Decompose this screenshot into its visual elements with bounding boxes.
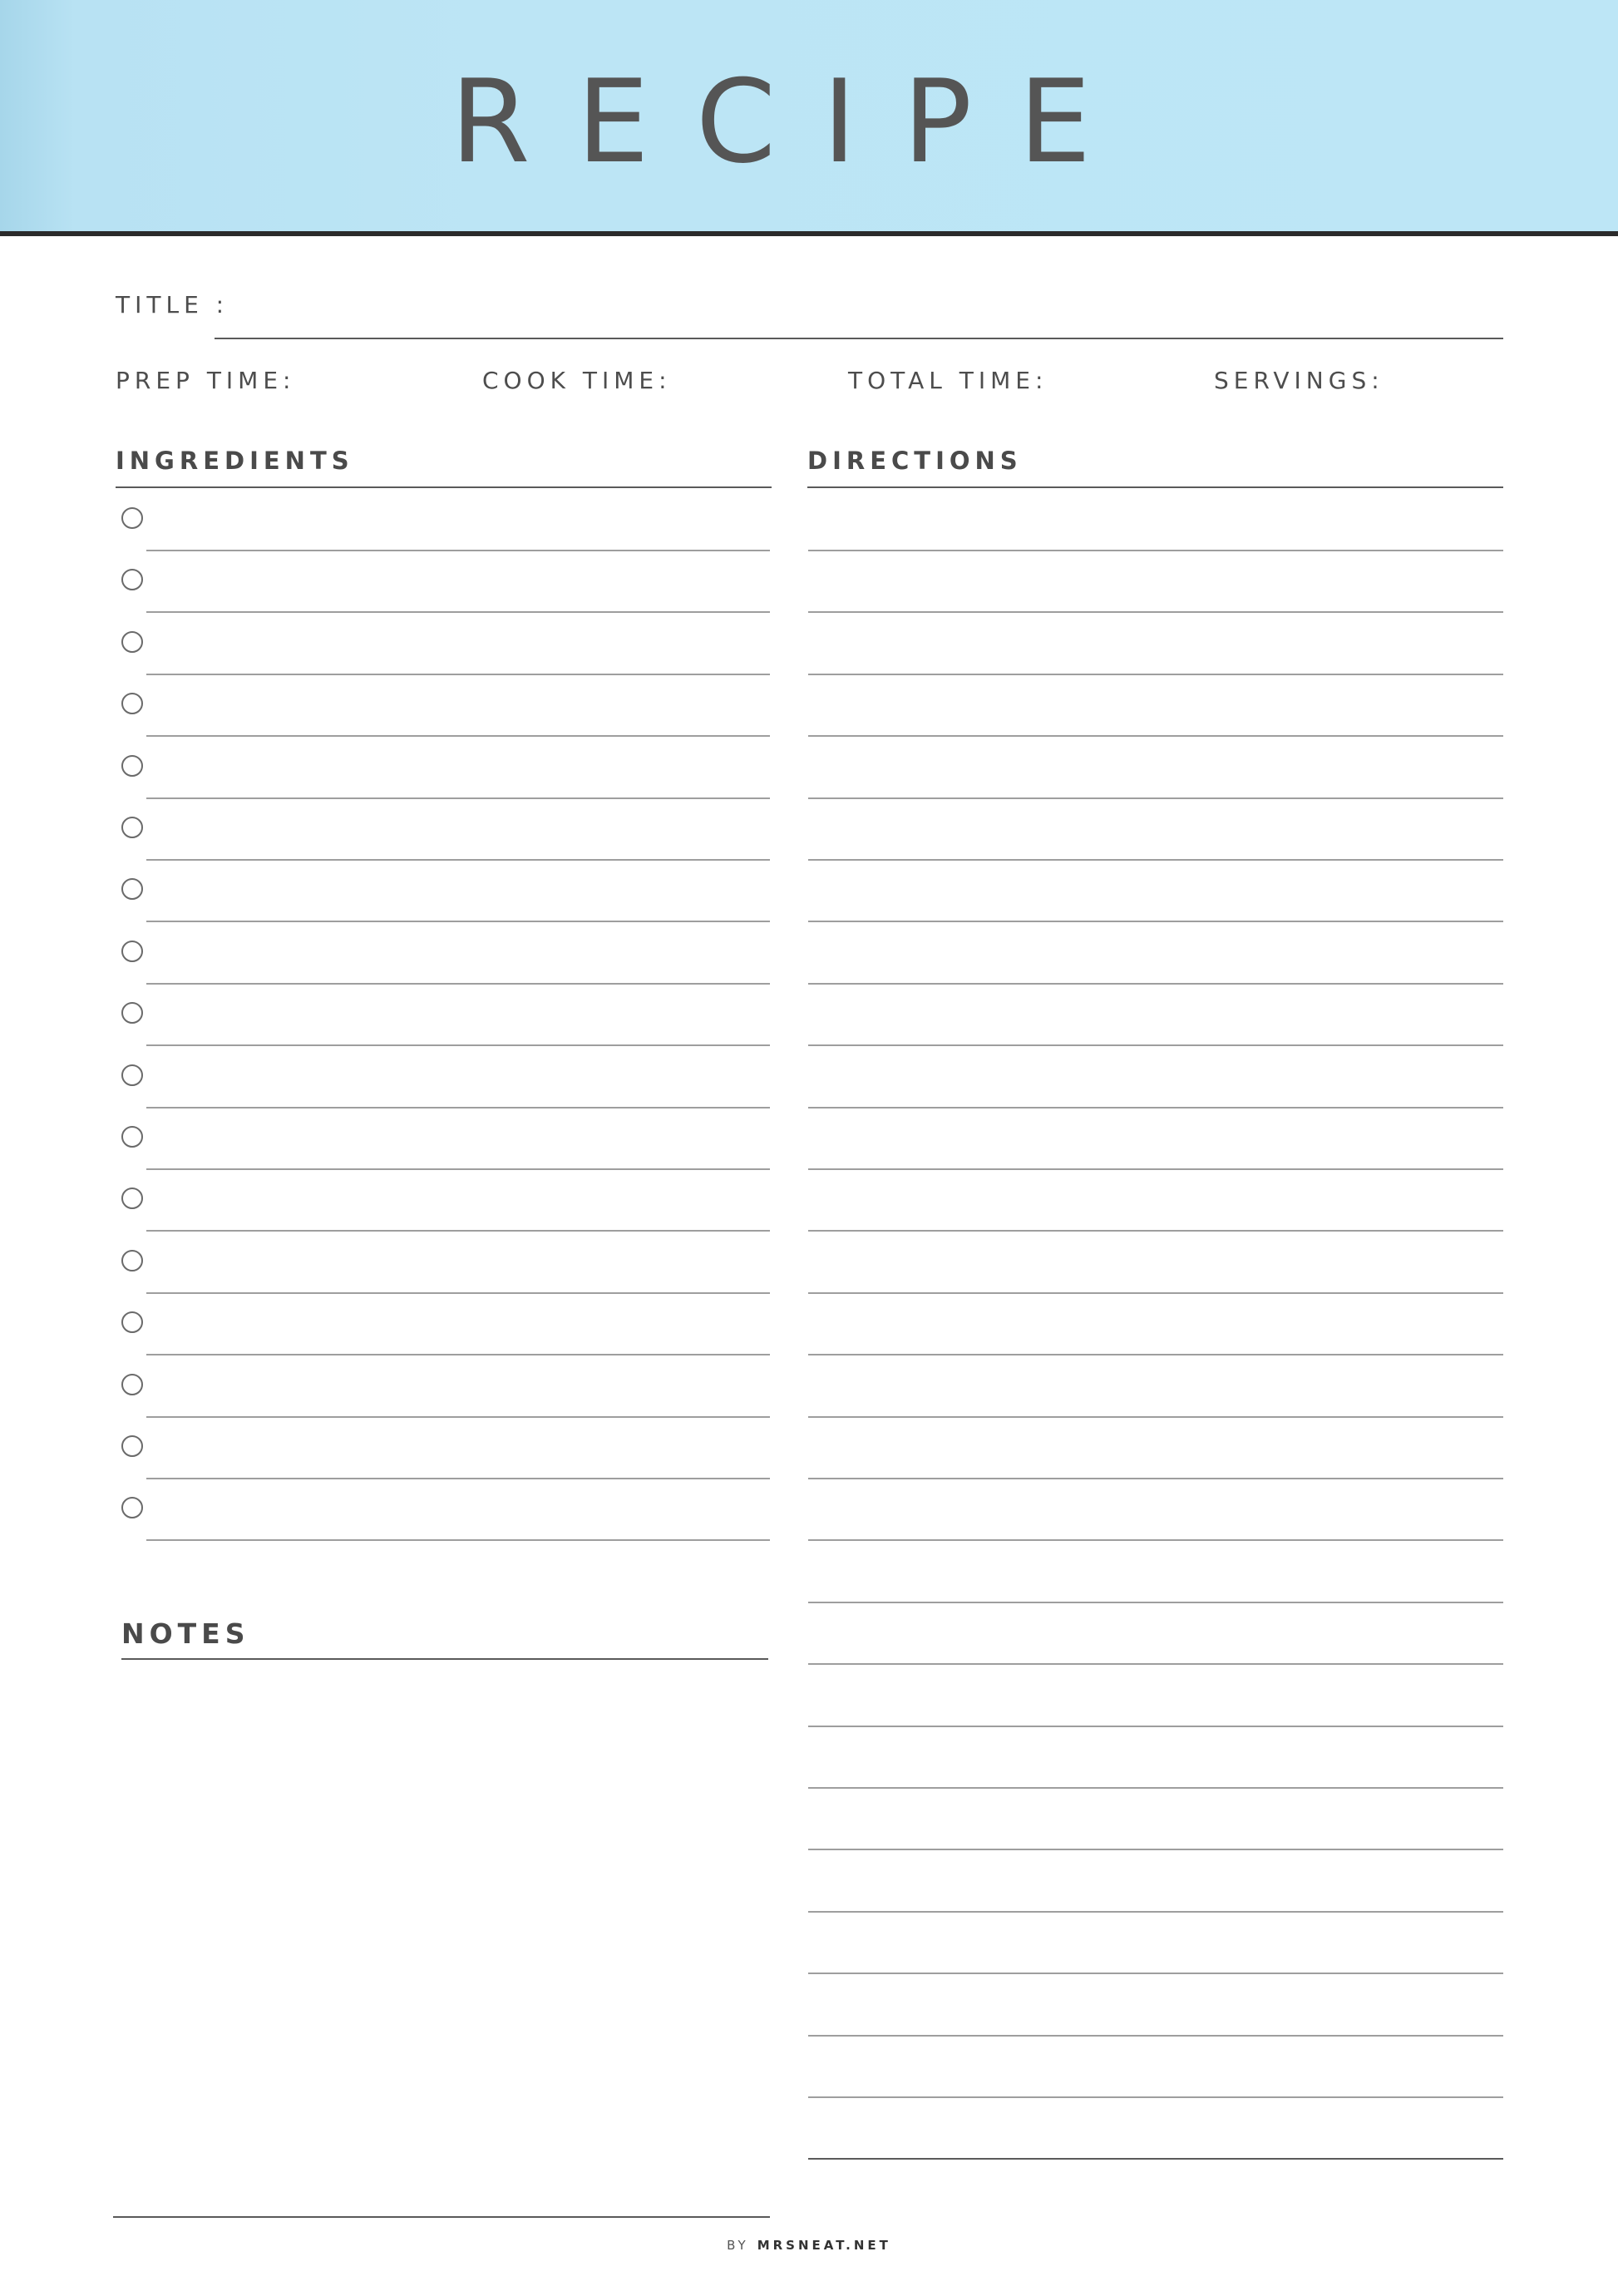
ingredients-heading-rule (116, 486, 772, 488)
direction-line[interactable] (808, 1602, 1503, 1603)
ingredient-checkbox[interactable] (121, 755, 143, 777)
ingredient-checkbox[interactable] (121, 1126, 143, 1148)
directions-heading-rule (807, 486, 1503, 488)
direction-line[interactable] (808, 1230, 1503, 1232)
ingredient-checkbox[interactable] (121, 1250, 143, 1271)
direction-line[interactable] (808, 1292, 1503, 1294)
notes-bottom-rule (113, 2216, 770, 2218)
directions-bottom-rule[interactable] (808, 2158, 1503, 2160)
ingredient-line[interactable] (146, 859, 770, 861)
direction-line[interactable] (808, 1107, 1503, 1108)
ingredient-checkbox[interactable] (121, 507, 143, 529)
directions-heading: DIRECTIONS (807, 447, 1023, 475)
ingredient-checkbox[interactable] (121, 1188, 143, 1209)
direction-line[interactable] (808, 797, 1503, 799)
direction-line[interactable] (808, 674, 1503, 675)
footer-credit (0, 2238, 1618, 2253)
title-input-line[interactable] (215, 338, 1503, 339)
ingredient-checkbox[interactable] (121, 569, 143, 590)
ingredients-heading: INGREDIENTS (116, 447, 354, 475)
direction-line[interactable] (808, 735, 1503, 737)
ingredient-checkbox[interactable] (121, 631, 143, 653)
direction-line[interactable] (808, 2096, 1503, 2098)
direction-line[interactable] (808, 550, 1503, 551)
direction-line[interactable] (808, 1539, 1503, 1541)
notes-heading: NOTES (121, 1617, 250, 1650)
direction-line[interactable] (808, 1478, 1503, 1479)
ingredient-checkbox[interactable] (121, 878, 143, 900)
ingredient-line[interactable] (146, 1292, 770, 1294)
direction-line[interactable] (808, 1168, 1503, 1170)
ingredient-line[interactable] (146, 674, 770, 675)
ingredient-line[interactable] (146, 1044, 770, 1046)
ingredient-line[interactable] (146, 797, 770, 799)
header-divider (0, 231, 1618, 236)
ingredient-line[interactable] (146, 550, 770, 551)
direction-line[interactable] (808, 1787, 1503, 1789)
ingredient-line[interactable] (146, 1478, 770, 1479)
direction-line[interactable] (808, 1973, 1503, 1974)
footer-site: MRSNEAT.NET (757, 2238, 891, 2253)
direction-line[interactable] (808, 611, 1503, 613)
cook-time-label: COOK TIME: (482, 367, 672, 394)
direction-line[interactable] (808, 921, 1503, 922)
ingredient-line[interactable] (146, 611, 770, 613)
servings-label: SERVINGS: (1214, 367, 1384, 394)
ingredient-line[interactable] (146, 1539, 770, 1541)
notes-area[interactable] (121, 1663, 768, 2212)
notes-heading-rule (121, 1658, 768, 1660)
direction-line[interactable] (808, 1849, 1503, 1850)
ingredient-line[interactable] (146, 921, 770, 922)
ingredient-line[interactable] (146, 1416, 770, 1418)
ingredient-checkbox[interactable] (121, 1311, 143, 1333)
total-time-label: TOTAL TIME: (848, 367, 1048, 394)
direction-line[interactable] (808, 1911, 1503, 1913)
ingredient-checkbox[interactable] (121, 1435, 143, 1457)
direction-line[interactable] (808, 983, 1503, 985)
page-title: RECIPE (450, 55, 1138, 189)
direction-line[interactable] (808, 1044, 1503, 1046)
direction-line[interactable] (808, 2035, 1503, 2037)
ingredient-line[interactable] (146, 735, 770, 737)
ingredient-line[interactable] (146, 1168, 770, 1170)
ingredient-checkbox[interactable] (121, 1374, 143, 1395)
ingredient-line[interactable] (146, 1354, 770, 1355)
ingredient-checkbox[interactable] (121, 1497, 143, 1518)
direction-line[interactable] (808, 1354, 1503, 1355)
direction-line[interactable] (808, 1416, 1503, 1418)
direction-line[interactable] (808, 859, 1503, 861)
direction-line[interactable] (808, 1663, 1503, 1665)
ingredient-checkbox[interactable] (121, 817, 143, 838)
ingredient-checkbox[interactable] (121, 941, 143, 962)
direction-line[interactable] (808, 1726, 1503, 1727)
ingredient-checkbox[interactable] (121, 1002, 143, 1024)
ingredient-line[interactable] (146, 983, 770, 985)
ingredient-checkbox[interactable] (121, 1064, 143, 1086)
prep-time-label: PREP TIME: (116, 367, 296, 394)
footer-by: BY (727, 2238, 749, 2253)
ingredient-checkbox[interactable] (121, 693, 143, 714)
ingredient-line[interactable] (146, 1107, 770, 1108)
ingredient-line[interactable] (146, 1230, 770, 1232)
title-label: TITLE : (116, 291, 229, 318)
